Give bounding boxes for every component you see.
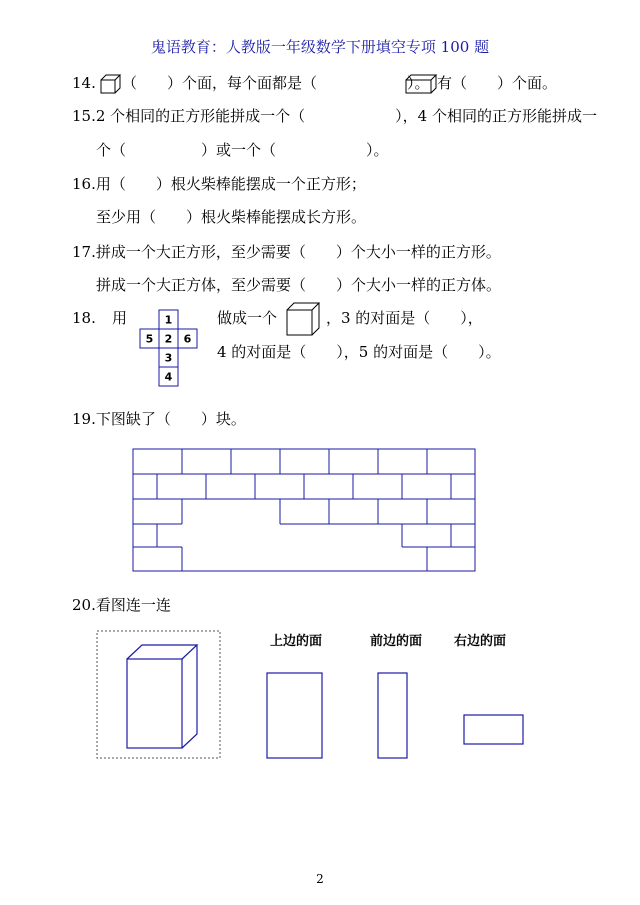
q16-line-2: 至少用（ ）根火柴棒能摆成长方形。 bbox=[96, 208, 367, 226]
q17-line-2: 拼成一个大正方体，至少需要（ ）个大小一样的正方体。 bbox=[96, 276, 502, 294]
page-number: 2 bbox=[316, 872, 324, 886]
q20-text: 20.看图连一连 bbox=[72, 596, 171, 614]
q18-use: 用 bbox=[112, 309, 128, 327]
brick-wall-diagram bbox=[132, 448, 478, 574]
cuboid-icon bbox=[405, 74, 437, 94]
net-face-1: 1 bbox=[164, 313, 173, 327]
label-right-face: 右边的面 bbox=[454, 634, 507, 649]
q18-text-1: ，3 的对面是（ ）， bbox=[326, 309, 483, 327]
q18-make: 做成一个 bbox=[217, 309, 278, 327]
net-face-2: 2 bbox=[164, 332, 173, 346]
q14-number: 14. bbox=[72, 74, 96, 92]
q15-line-1: 15.2 个相同的正方形能拼成一个（ ），4 个相同的正方形能拼成一 bbox=[72, 107, 597, 125]
label-top-face: 上边的面 bbox=[270, 634, 323, 649]
cuboid-figure bbox=[96, 630, 222, 760]
net-face-4: 4 bbox=[164, 370, 173, 384]
q18-number: 18. bbox=[72, 309, 96, 327]
q15-line-2: 个（ ）或一个（ ）。 bbox=[96, 141, 389, 159]
label-front-face: 前边的面 bbox=[370, 634, 423, 649]
q17-line-1: 17.拼成一个大正方形，至少需要（ ）个大小一样的正方形。 bbox=[72, 243, 501, 261]
q18-text-2: 4 的对面是（ ），5 的对面是（ ）。 bbox=[217, 343, 501, 361]
face-rect-tall-narrow[interactable] bbox=[377, 672, 409, 760]
q14-text-2: 有（ ）个面。 bbox=[437, 74, 558, 92]
q14-text-1: （ ）个面，每个面都是（ ）。 bbox=[122, 74, 430, 92]
net-face-5: 5 bbox=[145, 332, 154, 346]
cube-icon-large bbox=[286, 302, 322, 336]
cube-net-diagram bbox=[138, 308, 202, 390]
q19-text: 19.下图缺了（ ）块。 bbox=[72, 410, 246, 428]
q16-line-1: 16.用（ ）根火柴棒能摆成一个正方形； bbox=[72, 175, 366, 193]
net-face-3: 3 bbox=[164, 351, 173, 365]
face-rect-flat[interactable] bbox=[463, 714, 525, 746]
face-rect-tall-wide[interactable] bbox=[266, 672, 324, 760]
net-face-6: 6 bbox=[183, 332, 192, 346]
page-header: 鬼语教育：人教版一年级数学下册填空专项 100 题 bbox=[150, 38, 490, 56]
cube-icon bbox=[100, 74, 122, 94]
